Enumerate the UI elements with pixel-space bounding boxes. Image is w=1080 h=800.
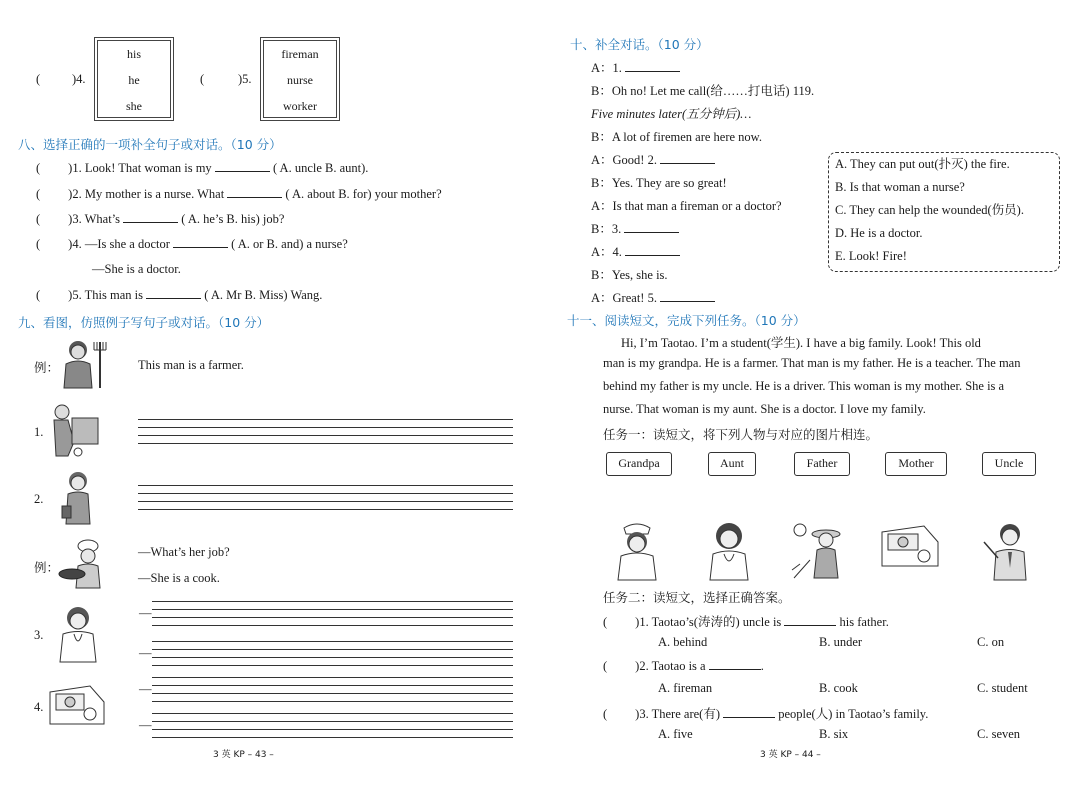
worker-illustration xyxy=(48,402,104,458)
q4-number: )4. xyxy=(72,72,86,86)
passage-line-3: behind my father is my uncle. He is a driver. This woman is my mother. She is a xyxy=(603,379,1005,393)
answer-blank[interactable] xyxy=(123,211,178,223)
q4-word: he xyxy=(128,73,140,87)
answer-blank[interactable] xyxy=(227,186,282,198)
writing-line[interactable] xyxy=(138,419,513,420)
cook-illustration xyxy=(56,538,112,590)
farmer-picture[interactable] xyxy=(790,520,850,582)
dash: — xyxy=(139,606,152,620)
passage-line-2: man is my grandpa. He is a farmer. That man is my father. He is a teacher. The man xyxy=(603,356,1021,370)
writing-line[interactable] xyxy=(152,701,513,702)
writing-line[interactable] xyxy=(138,493,513,494)
passage-line-1: Hi, I’m Taotao. I’m a student(学生). I have a big family. Look! This old xyxy=(621,336,981,350)
dialogue-line-6: A：Is that man a fireman or a doctor? xyxy=(591,199,782,213)
choice-option: E. Look! Fire! xyxy=(835,249,907,263)
dialogue-line-1: A：1. xyxy=(591,58,680,76)
writing-line[interactable] xyxy=(152,601,513,602)
option-c: C. on xyxy=(977,635,1005,649)
answer-blank[interactable] xyxy=(146,287,201,299)
section-9-title: 九、看图，仿照例子写句子或对话。（10 分） xyxy=(18,315,270,330)
choice-option: D. He is a doctor. xyxy=(835,226,923,240)
choice-option: B. Is that woman a nurse? xyxy=(835,180,965,194)
writing-line[interactable] xyxy=(152,617,513,618)
dialogue-choices-box xyxy=(828,152,1060,272)
q4-word-box xyxy=(97,40,171,118)
page-footer-left: 3 英 KP – 43 – xyxy=(213,750,274,760)
writing-line[interactable] xyxy=(152,665,513,666)
writing-line[interactable] xyxy=(138,443,513,444)
q4-word: his xyxy=(126,47,141,61)
writing-line[interactable] xyxy=(138,485,513,486)
sec8-item-3: ( )3. What’s ( A. he’s B. his) job? xyxy=(36,212,285,226)
dash: — xyxy=(139,682,152,696)
example-1-sentence: This man is a farmer. xyxy=(138,358,244,372)
writing-line[interactable] xyxy=(152,729,513,730)
option-a: A. fireman xyxy=(658,681,713,695)
task2-question-1: ( )1. Taotao’s(涛涛的) uncle is his father. xyxy=(603,615,889,629)
writing-line[interactable] xyxy=(152,625,513,626)
section-8-title: 八、选择正确的一项补全句子或对话。（10 分） xyxy=(18,137,282,152)
answer-blank[interactable] xyxy=(660,290,715,302)
answer-blank[interactable] xyxy=(625,60,680,72)
writing-line[interactable] xyxy=(152,649,513,650)
dialogue-line-2: B：Oh no! Let me call(给……打电话) 119. xyxy=(591,84,815,98)
writing-line[interactable] xyxy=(152,657,513,658)
option-c: C. seven xyxy=(977,727,1021,741)
answer-blank[interactable] xyxy=(625,244,680,256)
example-2-answer: —She is a cook. xyxy=(138,571,220,585)
option-b: B. six xyxy=(819,727,849,741)
tag-aunt[interactable]: Aunt xyxy=(708,452,756,476)
dialogue-narration: Five minutes later(五分钟后)… xyxy=(591,107,752,121)
dialogue-line-5: B：Yes. They are so great! xyxy=(591,176,727,190)
q5-number: )5. xyxy=(238,72,252,86)
task-2-instruction: 任务二：读短文，选择正确答案。 xyxy=(603,591,791,605)
option-b: B. cook xyxy=(819,681,858,695)
answer-blank[interactable] xyxy=(624,221,679,233)
writing-line[interactable] xyxy=(138,509,513,510)
dialogue-line-4: A：Good! 2. xyxy=(591,150,715,168)
answer-blank[interactable] xyxy=(723,706,775,718)
writing-line[interactable] xyxy=(138,427,513,428)
tag-uncle[interactable]: Uncle xyxy=(982,452,1036,476)
example-1-label: 例： xyxy=(34,361,60,375)
dash: — xyxy=(139,718,152,732)
doctor-woman-picture[interactable] xyxy=(705,520,753,582)
q5-word-box xyxy=(263,40,337,118)
q5-word: worker xyxy=(283,99,317,113)
section-10-title: 十、补全对话。（10 分） xyxy=(570,37,709,52)
passage-line-4: nurse. That woman is my aunt. She is a doctor. I love my family. xyxy=(603,402,926,416)
answer-blank[interactable] xyxy=(215,160,270,172)
dialogue-line-10: A：Great! 5. xyxy=(591,288,715,306)
doctor-illustration xyxy=(54,604,102,664)
sec8-item-1: ( )1. Look! That woman is my ( A. uncle B. aunt). xyxy=(36,161,369,175)
q5-word: fireman xyxy=(281,47,319,61)
dialogue-line-7: B：3. xyxy=(591,219,679,237)
task2-question-3: ( )3. There are(有) people(人) in Taotao’s family. xyxy=(603,707,929,721)
writing-line[interactable] xyxy=(152,641,513,642)
writing-line[interactable] xyxy=(152,693,513,694)
option-c: C. student xyxy=(977,681,1028,695)
teacher-picture[interactable] xyxy=(982,520,1032,582)
writing-line[interactable] xyxy=(152,677,513,678)
section-11-title: 十一、阅读短文，完成下列任务。（10 分） xyxy=(567,313,806,328)
answer-blank[interactable] xyxy=(709,658,761,670)
writing-line[interactable] xyxy=(152,609,513,610)
writing-line[interactable] xyxy=(138,501,513,502)
sec8-item-4: ( )4. —Is she a doctor ( A. or B. and) a nurse? xyxy=(36,237,348,251)
item-4-number: 4. xyxy=(34,700,44,714)
writing-line[interactable] xyxy=(152,721,513,722)
example-2-label: 例： xyxy=(34,561,60,575)
tag-grandpa[interactable]: Grandpa xyxy=(606,452,672,476)
nurse-picture[interactable] xyxy=(612,520,662,582)
item-2-number: 2. xyxy=(34,492,44,506)
writing-line[interactable] xyxy=(152,685,513,686)
answer-blank[interactable] xyxy=(173,236,228,248)
q4-word: she xyxy=(126,99,142,113)
item-3-number: 3. xyxy=(34,628,44,642)
answer-blank[interactable] xyxy=(660,152,715,164)
option-b: B. under xyxy=(819,635,863,649)
q5-word: nurse xyxy=(287,73,313,87)
dialogue-line-8: A：4. xyxy=(591,242,680,260)
driver-picture[interactable] xyxy=(880,520,940,570)
dash: — xyxy=(139,646,152,660)
sec8-item-5: ( )5. This man is ( A. Mr B. Miss) Wang. xyxy=(36,288,323,302)
dialogue-line-9: B：Yes, she is. xyxy=(591,268,668,282)
choice-option: C. They can help the wounded(伤员). xyxy=(835,203,1024,217)
item-1-number: 1. xyxy=(34,425,44,439)
answer-blank[interactable] xyxy=(784,614,836,626)
farmer-illustration xyxy=(56,338,112,390)
option-a: A. behind xyxy=(658,635,708,649)
q4-paren: ( xyxy=(36,72,41,86)
choice-option: A. They can put out(扑灭) the fire. xyxy=(835,157,1010,171)
writing-line[interactable] xyxy=(152,713,513,714)
sec8-item-4-answer: —She is a doctor. xyxy=(92,262,181,276)
tag-father[interactable]: Father xyxy=(794,452,850,476)
woman-illustration xyxy=(58,470,98,526)
writing-line[interactable] xyxy=(138,435,513,436)
driver-illustration xyxy=(48,680,106,726)
task2-question-2: ( )2. Taotao is a . xyxy=(603,659,764,673)
tag-mother[interactable]: Mother xyxy=(885,452,947,476)
task-1-instruction: 任务一：读短文，将下列人物与对应的图片相连。 xyxy=(603,428,879,442)
writing-line[interactable] xyxy=(152,737,513,738)
sec8-item-2: ( )2. My mother is a nurse. What ( A. about B. for) your mother? xyxy=(36,187,442,201)
page-footer-right: 3 英 KP – 44 – xyxy=(760,750,821,760)
example-2-question: —What’s her job? xyxy=(138,545,230,559)
option-a: A. five xyxy=(658,727,693,741)
q5-paren: ( xyxy=(200,72,205,86)
dialogue-line-3: B：A lot of firemen are here now. xyxy=(591,130,763,144)
